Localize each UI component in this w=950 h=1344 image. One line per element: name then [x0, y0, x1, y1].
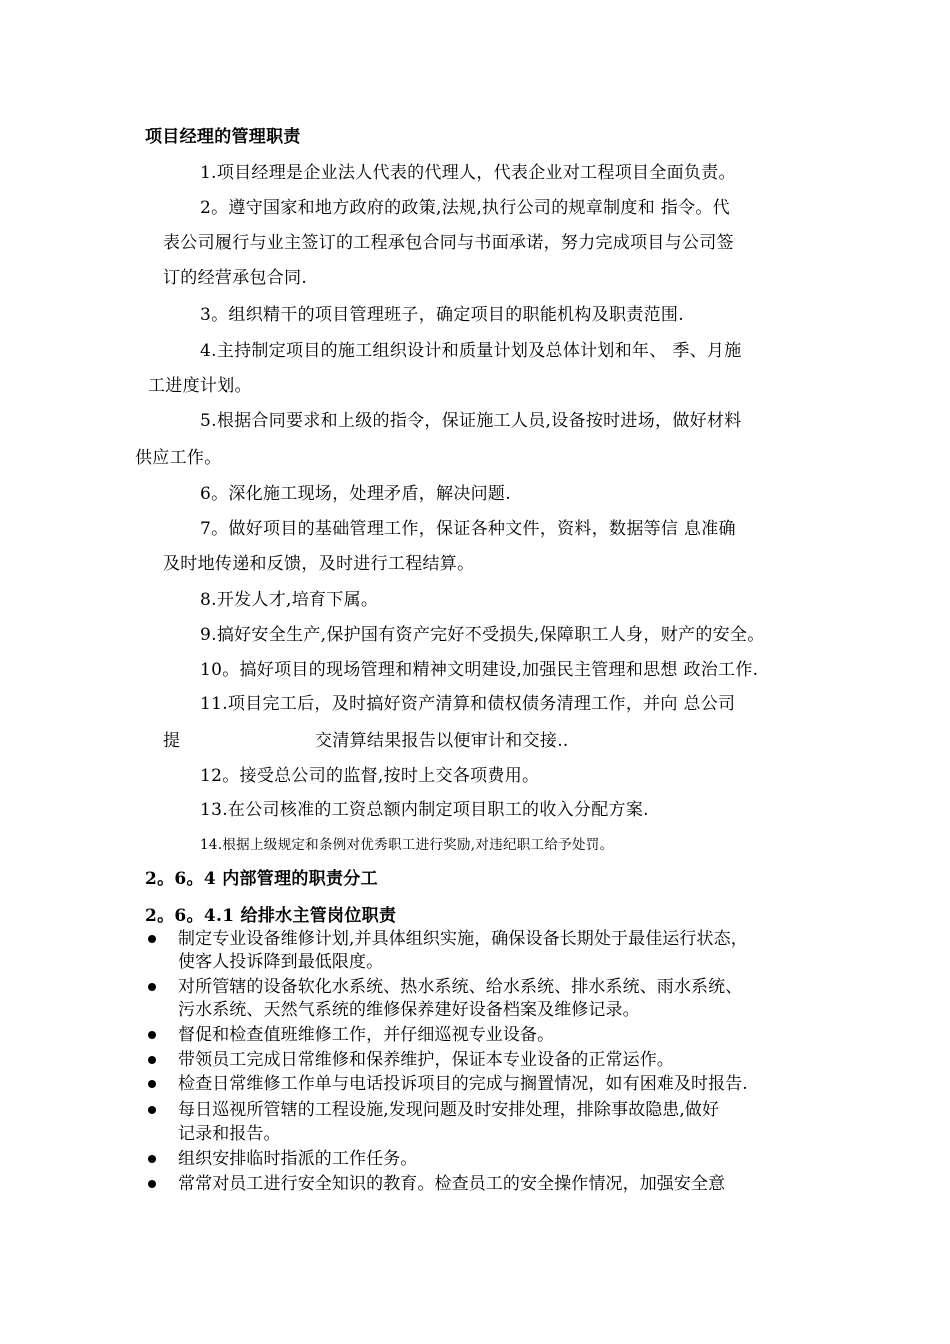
duty-line: 7。做好项目的基础管理工作，保证各种文件，资料，数据等信 息准确: [200, 519, 736, 539]
duty-line: 9.搞好安全生产,保护国有资产完好不受损失,保障职工人身，财产的安全。: [200, 625, 765, 645]
bullet-dot-icon: [148, 1080, 156, 1088]
heading: 项目经理的管理职责: [145, 127, 301, 147]
duty-line: 5.根据合同要求和上级的指令，保证施工人员,设备按时进场，做好材料: [200, 411, 742, 431]
duty-line: 供应工作。: [135, 448, 222, 468]
duty-line: 表公司履行与业主签订的工程承包合同与书面承诺，努力完成项目与公司签: [163, 233, 734, 253]
subsection-title: 2。6。4.1 给排水主管岗位职责: [145, 906, 397, 926]
duty-line: 订的经营承包合同.: [163, 268, 308, 288]
section-title: 2。6。4 内部管理的职责分工: [145, 869, 378, 889]
bullet-item-line: 组织安排临时指派的工作任务。: [178, 1149, 418, 1169]
duty-line: 1.项目经理是企业法人代表的代理人，代表企业对工程项目全面负责。: [200, 163, 736, 183]
duty-line: 交清算结果报告以便审计和交接..: [315, 731, 569, 751]
duty-line: 13.在公司核准的工资总额内制定项目职工的收入分配方案.: [200, 800, 649, 820]
bullet-dot-icon: [148, 983, 156, 991]
duty-line: 8.开发人才,培育下属。: [200, 590, 379, 610]
duty-line: 11.项目完工后，及时搞好资产清算和债权债务清理工作，并向 总公司: [200, 694, 736, 714]
duty-line: 3。组织精干的项目管理班子，确定项目的职能机构及职责范围.: [200, 305, 684, 325]
bullet-dot-icon: [148, 1180, 156, 1188]
bullet-dot-icon: [148, 935, 156, 943]
duty-line: 4.主持制定项目的施工组织设计和质量计划及总体计划和年、 季、月施: [200, 341, 742, 361]
bullet-item-line: 常常对员工进行安全知识的教育。检查员工的安全操作情况，加强安全意: [178, 1174, 726, 1194]
duty-line: 及时地传递和反馈，及时进行工程结算。: [163, 554, 475, 574]
bullet-dot-icon: [148, 1031, 156, 1039]
duty-line: 10。搞好项目的现场管理和精神文明建设,加强民主管理和思想 政治工作.: [200, 660, 759, 680]
duty-line: 14.根据上级规定和条例对优秀职工进行奖励,对违纪职工给予处罚。: [200, 837, 614, 853]
bullet-item-line: 污水系统、天然气系统的维修保养建好设备档案及维修记录。: [178, 1000, 640, 1020]
duty-line: 6。深化施工现场，处理矛盾，解决问题.: [200, 484, 511, 504]
bullet-item-line: 带领员工完成日常维修和保养维护，保证本专业设备的正常运作。: [178, 1050, 674, 1070]
bullet-dot-icon: [148, 1056, 156, 1064]
bullet-item-line: 制定专业设备维修计划,并具体组织实施，确保设备长期处于最佳运行状态，: [178, 929, 748, 949]
bullet-dot-icon: [148, 1155, 156, 1163]
duty-line: 12。接受总公司的监督,按时上交各项费用。: [200, 766, 540, 786]
bullet-item-line: 使客人投诉降到最低限度。: [178, 952, 384, 972]
duty-line: 提: [163, 731, 181, 751]
bullet-dot-icon: [148, 1106, 156, 1114]
bullet-item-line: 检查日常维修工作单与电话投诉项目的完成与搁置情况，如有困难及时报告.: [178, 1074, 748, 1094]
bullet-item-line: 督促和检查值班维修工作，并仔细巡视专业设备。: [178, 1025, 555, 1045]
duty-line: 2。遵守国家和地方政府的政策,法规,执行公司的规章制度和 指令。代: [200, 198, 730, 218]
duty-line: 工进度计划。: [148, 376, 252, 396]
bullet-item-line: 记录和报告。: [178, 1124, 281, 1144]
bullet-item-line: 每日巡视所管辖的工程设施,发现问题及时安排处理，排除事故隐患,做好: [178, 1100, 720, 1120]
bullet-item-line: 对所管辖的设备软化水系统、热水系统、给水系统、排水系统、雨水系统、: [178, 977, 743, 997]
